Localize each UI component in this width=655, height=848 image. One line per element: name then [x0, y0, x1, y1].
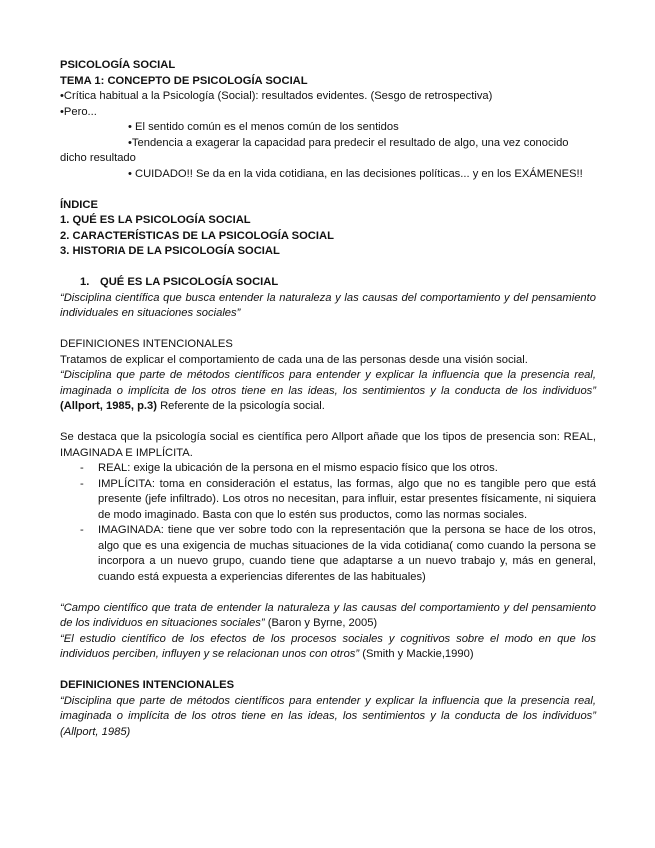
allport-definition — [60, 368, 596, 415]
presence-imagined: IMAGINADA: tiene que ver sobre todo con la representación que la persona se hace de los otros, algo que es una exigencia de muchas situaciones de la vida cotidiana( como cuando la persona se incorpora a un nuevo grupo, cuando tiene que adaptarse a un nuevo trabajo y, más en general, cuando está expuesta a experiencias diferentes de las habituales) — [98, 524, 596, 583]
definiciones-text: Tratamos de explicar el comportamiento de cada una de las personas desde una visión social. — [60, 353, 528, 366]
index-item: 2. CARACTERÍSTICAS DE LA PSICOLOGÍA SOCIAL — [60, 229, 334, 242]
document-title: PSICOLOGÍA SOCIAL — [60, 59, 176, 71]
list-item — [60, 477, 596, 524]
presence-intro: Se destaca que la psicología social es científica pero Allport añade que los tipos de presencia son: REAL, IMAGINADA E IMPLÍCITA. — [60, 431, 596, 459]
definiciones-heading: DEFINICIONES INTENCIONALES — [60, 338, 233, 350]
section-1-number: 1. — [80, 276, 90, 288]
section-1-definition: “Disciplina científica que busca entender la naturaleza y las causas del comportamiento y del pensamiento individuales en situaciones sociales” — [60, 291, 596, 319]
document-page — [60, 58, 596, 740]
dash-bullet: - — [80, 462, 84, 474]
smith-mackie-citation: (Smith y Mackie,1990) — [359, 648, 474, 660]
baron-byrne-quote: “Campo científico que trata de entender la naturaleza y las causas del comportamiento y del pensamiento de los individuos en situaciones sociales” — [60, 601, 596, 629]
intro-point-common-sense: • El sentido común es el menos común de los sentidos — [128, 121, 399, 133]
smith-mackie-quote: “El estudio científico de los efectos de los procesos sociales y cognitivos sobre el modo en que los individuos perciben, influyen y se relacionan unos con otros” — [60, 632, 596, 660]
intro-critique: •Crítica habitual a la Psicología (Social): resultados evidentes. (Sesgo de retrospectiva) — [60, 90, 493, 102]
intro-but: •Pero... — [60, 105, 97, 118]
list-item — [60, 461, 596, 477]
dash-bullet: - — [80, 477, 84, 490]
list-item — [60, 523, 596, 585]
allport-definition-2: “Disciplina que parte de métodos científicos para entender y explicar la influencia que la presencia real, imaginada o implícita de los otros tiene en las ideas, los sentimientos y la conducta de los individuos” (Allport, 1985) — [60, 694, 596, 738]
section-1-title: QUÉ ES LA PSICOLOGÍA SOCIAL — [100, 276, 279, 288]
allport-note: Referente de la psicología social. — [156, 400, 325, 412]
presence-list — [60, 461, 596, 585]
dash-bullet: - — [80, 524, 84, 536]
allport-citation: (Allport, 1985, p.3) — [60, 400, 157, 412]
definiciones-2-heading: DEFINICIONES INTENCIONALES — [60, 679, 235, 691]
intro-point-hindsight: •Tendencia a exagerar la capacidad para predecir el resultado de algo, una vez conocido dicho resultado — [60, 136, 569, 164]
index-item: 1. QUÉ ES LA PSICOLOGÍA SOCIAL — [60, 214, 251, 226]
smith-mackie-definition — [60, 632, 596, 663]
intro-point-caution: • CUIDADO!! Se da en la vida cotidiana, en las decisiones políticas... y en los EXÁMENES!! — [128, 167, 583, 180]
baron-byrne-definition — [60, 601, 596, 632]
baron-byrne-citation: (Baron y Byrne, 2005) — [264, 617, 378, 629]
allport-quote: “Disciplina que parte de métodos científicos para entender y explicar la influencia que la presencia real, imaginada o implícita de los otros tiene en las ideas, los sentimientos y la conducta de los individuos” — [60, 369, 596, 397]
index-title: ÍNDICE — [60, 198, 98, 211]
presence-implicit: IMPLÍCITA: toma en consideración el estatus, las formas, algo que no es tangible pero que está presente (jefe infiltrado). Los otros no necesitan, para influir, estar presentes físicamente, ni siquiera de modo imaginado. Basta con que lo estén sus productos, como las normas sociales. — [98, 477, 596, 521]
section-1-heading — [60, 275, 596, 291]
presence-real: REAL: exige la ubicación de la persona en el mismo espacio físico que los otros. — [98, 462, 498, 474]
index-item: 3. HISTORIA DE LA PSICOLOGÍA SOCIAL — [60, 245, 280, 257]
topic-title: TEMA 1: CONCEPTO DE PSICOLOGÍA SOCIAL — [60, 74, 308, 87]
